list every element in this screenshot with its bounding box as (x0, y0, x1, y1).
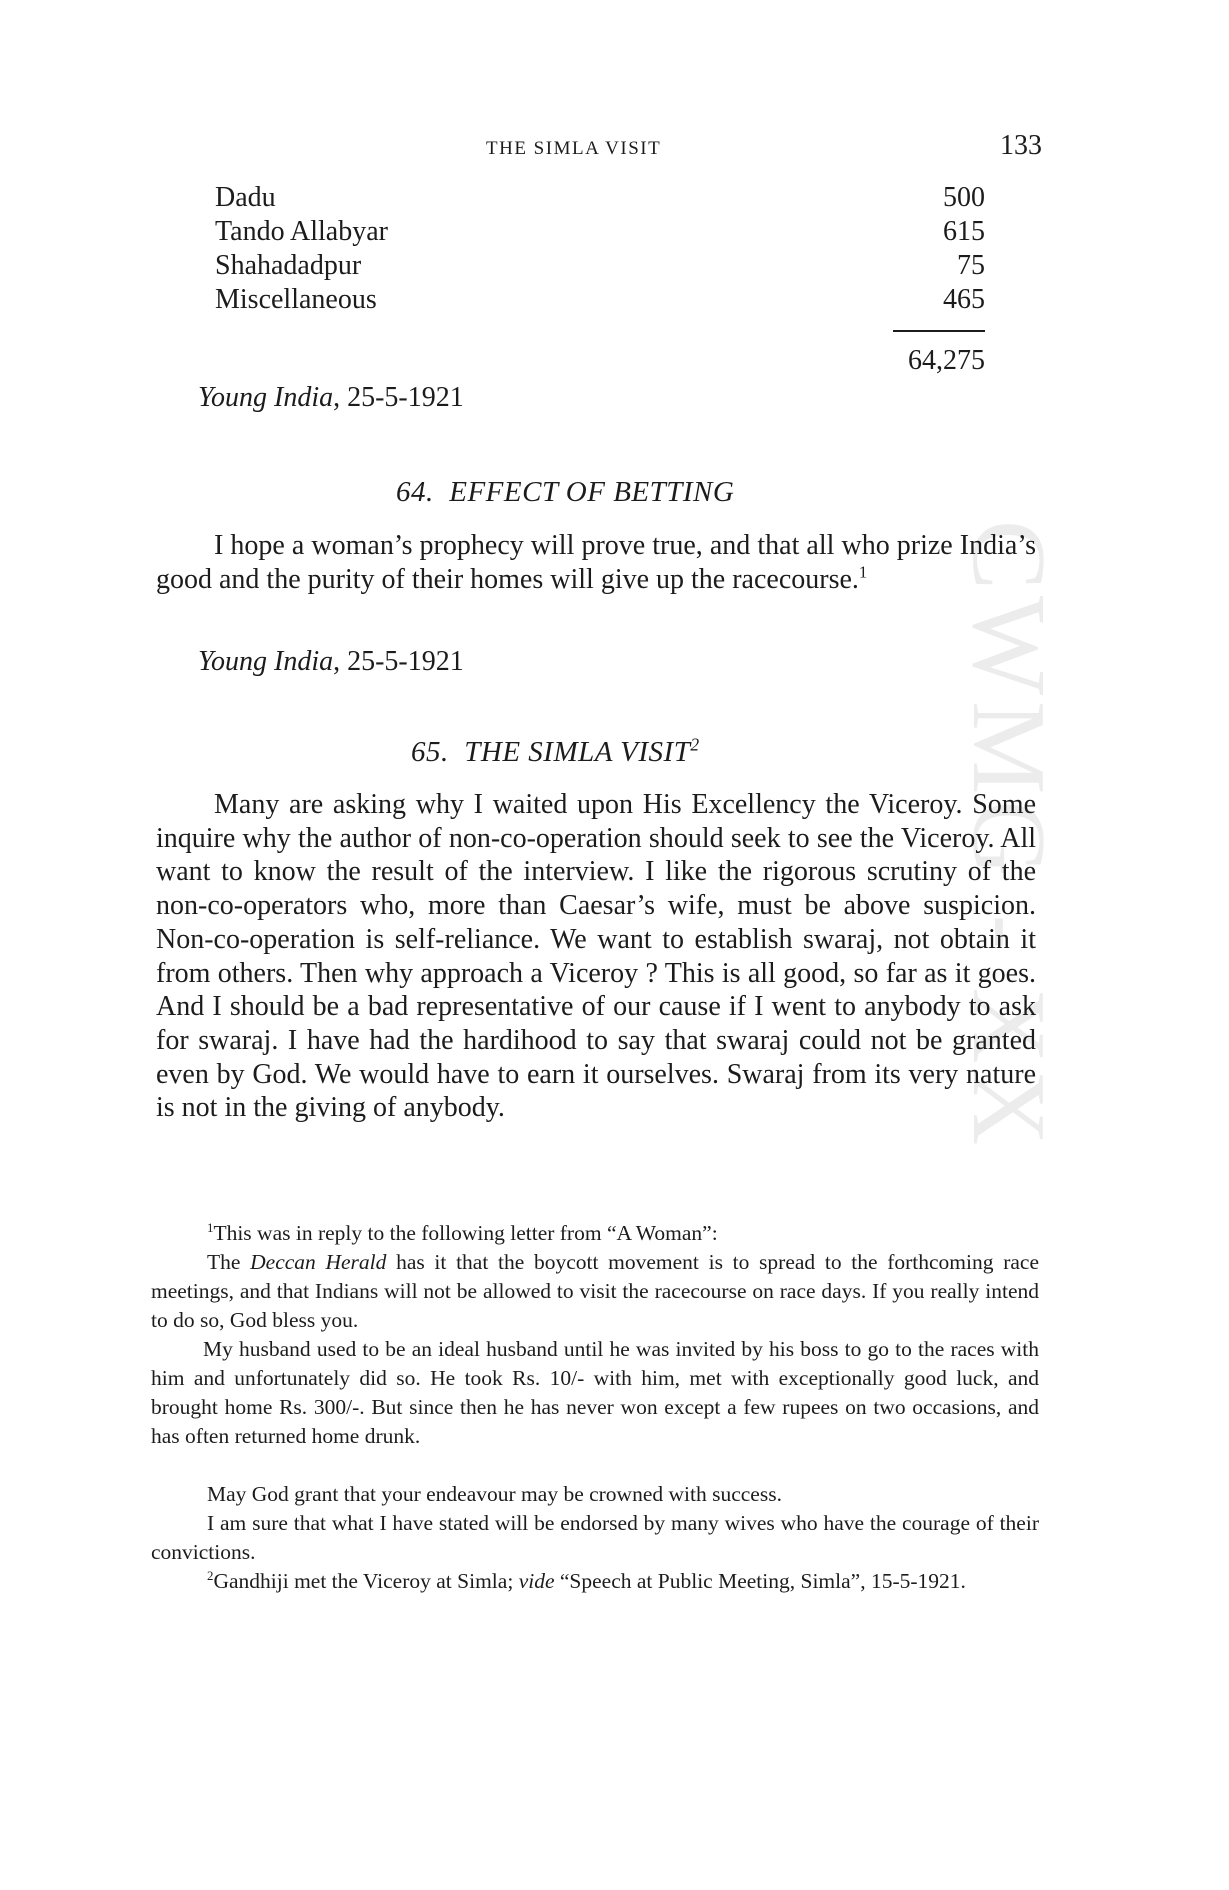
section-heading-65 (411, 736, 700, 769)
citation (198, 382, 464, 414)
footnote-2 (151, 1567, 1039, 1596)
table-row (215, 182, 985, 216)
citation-publication: Young India (198, 646, 334, 677)
footnote-text: “Speech at Public Meeting, Simla”, 15-5-1921. (554, 1569, 966, 1593)
table-row (215, 284, 985, 318)
footnote-text: My husband used to be an ideal husband until he was invited by his boss to go to the races with him and unfortunately did so. He took Rs. 10/- with him, met with exceptionally good luck, and brought home Rs. 300/-. But since then he has never won except a few rupees on two occasions, and has often returned home drunk. (151, 1337, 1039, 1448)
footnote-text: I am sure that what I have stated will be endorsed by many wives who have the courage of their convictions. (151, 1511, 1039, 1564)
citation-publication: Young India (198, 382, 334, 413)
place-name: Dadu (215, 182, 276, 213)
section-title: THE SIMLA VISIT (464, 736, 691, 768)
table-row (215, 216, 985, 250)
footnote-text: This was in reply to the following letter from “A Woman”: (213, 1221, 718, 1245)
footnote-quote (151, 1480, 1039, 1509)
place-name: Miscellaneous (215, 284, 377, 315)
citation-date: , 25-5-1921 (333, 646, 464, 677)
table-total: 64,275 (908, 345, 985, 376)
paragraph-text: I hope a woman’s prophecy will prove true, and that all who prize India’s good and the purity of their homes will give up the racecourse. (156, 530, 1036, 595)
footnote-text: has it that the boycott movement is to spread to the forthcoming race meetings, and that Indians will not be allowed to visit the racecourse on race days. If you really intend to do so, God bless you. (151, 1250, 1039, 1332)
section-number: 65. (411, 736, 449, 768)
footnote-text: Gandhiji met the Viceroy at Simla; (213, 1569, 519, 1593)
place-name: Tando Allabyar (215, 216, 388, 247)
amount: 615 (943, 216, 985, 247)
page-number: 133 (1000, 130, 1042, 161)
citation-date: , 25-5-1921 (333, 382, 464, 413)
total-rule (893, 330, 985, 332)
amount: 465 (943, 284, 985, 315)
paragraph-text: Many are asking why I waited upon His Excellency the Viceroy. Some inquire why the author of non-co-operation should seek to see the Viceroy. All want to know the result of the interview. I like the rigorous scrutiny of the non-co-operators who, more than Caesar’s wife, must be above suspicion. Non-co-operation is self-reliance. We want to establish swaraj, not obtain it from others. Then why approach a Viceroy ? This is all good, so far as it goes. And I should be a bad representative of our cause if I went to anybody to ask for swaraj. I have had the hardihood to say that swaraj could not be granted even by God. We would have to earn it ourselves. Swaraj from its very nature is not in the giving of anybody. (156, 789, 1036, 1124)
newspaper-name: Deccan Herald (250, 1250, 387, 1274)
footnote-italic: vide (518, 1569, 555, 1593)
watermark: CWMG - XX (951, 520, 1068, 1152)
table-row (215, 250, 985, 284)
running-head: THE SIMLA VISIT (486, 138, 662, 159)
amount: 500 (943, 182, 985, 213)
footnote-text: The (207, 1250, 251, 1274)
footnote-ref: 2 (690, 734, 700, 755)
footnote-text: May God grant that your endeavour may be crowned with success. (207, 1482, 782, 1506)
footnote-quote (151, 1335, 1039, 1451)
footnote-1 (151, 1219, 1039, 1248)
footnote-quote (151, 1248, 1039, 1335)
section-64-body (156, 529, 1036, 596)
footnote-marker: 2 (207, 1568, 214, 1583)
amount: 75 (957, 250, 985, 281)
footnote-quote (151, 1509, 1039, 1567)
place-name: Shahadadpur (215, 250, 362, 281)
section-heading-64 (396, 476, 734, 509)
citation (198, 646, 464, 678)
footnote-marker: 1 (207, 1220, 214, 1235)
section-65-body (156, 788, 1036, 1125)
section-title: EFFECT OF BETTING (449, 476, 735, 508)
footnote-ref: 1 (858, 562, 868, 582)
section-number: 64. (396, 476, 434, 508)
